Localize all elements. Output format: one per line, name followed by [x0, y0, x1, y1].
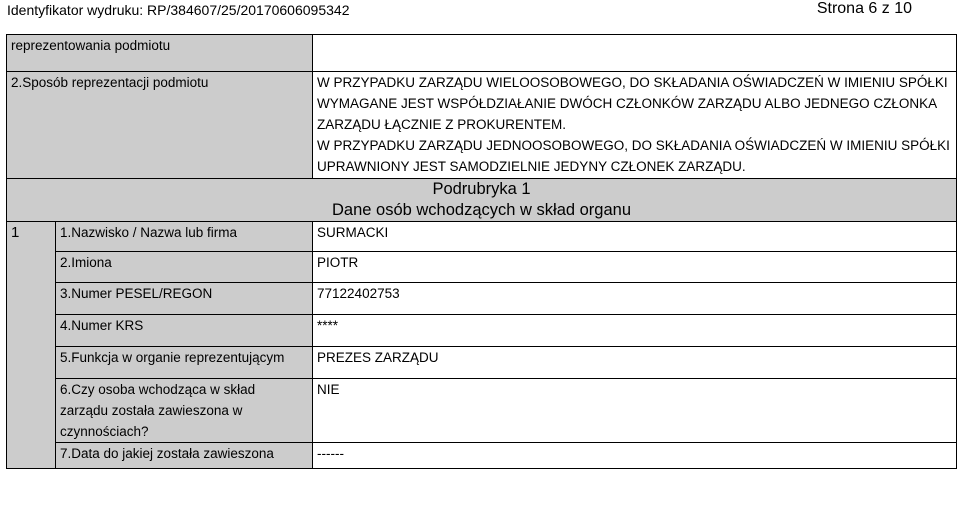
page-number: Strona 6 z 10	[816, 0, 912, 17]
field-value: ****	[313, 315, 957, 347]
field-value: PIOTR	[313, 252, 957, 283]
rep-value	[313, 35, 957, 72]
table-row	[7, 222, 957, 252]
subsection-title: Podrubryka 1	[432, 180, 531, 198]
field-label: 2.Imiona	[56, 252, 313, 283]
field-value: PREZES ZARZĄDU	[313, 347, 957, 379]
table-row	[7, 252, 957, 283]
field-value: 77122402753	[313, 283, 957, 315]
subsection-subtitle: Dane osób wchodzących w skład organu	[332, 201, 632, 219]
field-value: SURMACKI	[313, 222, 957, 252]
table-row	[7, 283, 957, 315]
field-label: 4.Numer KRS	[56, 315, 313, 347]
field-label: 1.Nazwisko / Nazwa lub firma	[56, 222, 313, 252]
field-value: NIE	[313, 379, 957, 443]
krs-document-table	[6, 34, 957, 469]
field-label: 5.Funkcja w organie reprezentującym	[56, 347, 313, 379]
field-value: ------	[313, 443, 957, 469]
field-label: 6.Czy osoba wchodząca w skład zarządu została zawieszona w czynnościach?	[56, 379, 313, 443]
subsection-header	[7, 179, 957, 222]
table-row	[7, 443, 957, 469]
print-identifier: Identyfikator wydruku: RP/384607/25/20170606095342	[7, 2, 350, 18]
table-row	[7, 35, 957, 72]
table-row	[7, 347, 957, 379]
person-index: 1	[7, 222, 56, 469]
table-row	[7, 315, 957, 347]
subsection-header-row	[7, 179, 957, 222]
field-label: 7.Data do jakiej została zawieszona	[56, 443, 313, 469]
rep-label: reprezentowania podmiotu	[7, 35, 313, 72]
table-row	[7, 72, 957, 179]
sposob-label: 2.Sposób reprezentacji podmiotu	[7, 72, 313, 179]
sposob-value: W PRZYPADKU ZARZĄDU WIELOOSOBOWEGO, DO SKŁADANIA OŚWIADCZEŃ W IMIENIU SPÓŁKI WYMAGANE JEST WSPÓŁDZIAŁANIE DWÓCH CZŁONKÓW ZARZĄDU ALBO JEDNEGO CZŁONKA ZARZĄDU ŁĄCZNIE Z PROKURENTEM. W PRZYPADKU ZARZĄDU JEDNOOSOBOWEGO, DO SKŁADANIA OŚWIADCZEŃ W IMIENIU SPÓŁKI UPRAWNIONY JEST SAMODZIELNIE JEDYNY CZŁONEK ZARZĄDU.	[313, 72, 957, 179]
table-row	[7, 379, 957, 443]
field-label: 3.Numer PESEL/REGON	[56, 283, 313, 315]
